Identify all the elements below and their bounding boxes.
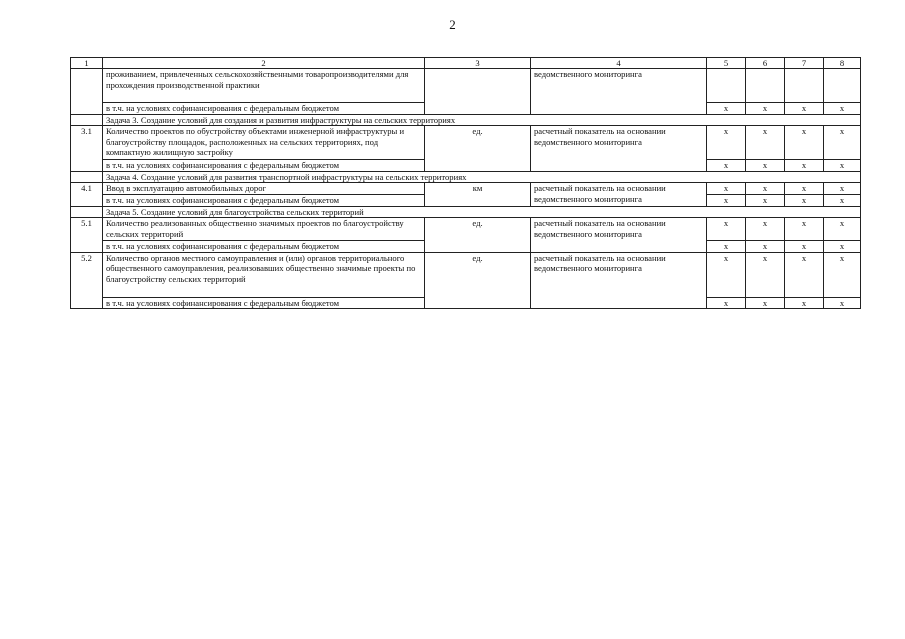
unit-cell [425,69,531,115]
value-cell: x [824,126,861,160]
value-cell: x [746,183,785,195]
header-cell: 4 [531,58,707,69]
header-row [71,58,861,69]
value-cell: x [785,241,824,253]
table-row [71,126,861,160]
value-cell: x [707,252,746,297]
value-cell: x [824,241,861,253]
value-cell: x [824,297,861,309]
value-cell: x [746,218,785,241]
unit-cell: ед. [425,252,531,309]
row-number-cell [71,206,103,218]
task-row [71,114,861,126]
row-number-cell: 5.2 [71,252,103,309]
value-cell: x [824,183,861,195]
value-cell: x [746,241,785,253]
header-cell: 5 [707,58,746,69]
value-cell: x [824,218,861,241]
value-cell: x [707,103,746,115]
value-cell: x [785,160,824,172]
cofinancing-cell: в т.ч. на условиях софинансирования с федеральным бюджетом [103,160,425,172]
task-row [71,171,861,183]
value-cell: x [707,241,746,253]
header-cell: 6 [746,58,785,69]
value-cell: x [746,252,785,297]
row-number-cell: 5.1 [71,218,103,253]
value-cell: x [785,194,824,206]
value-cell: x [785,103,824,115]
value-cell: x [785,252,824,297]
indicator-name-cell: проживанием, привлеченных сельскохозяйственными товаропроизводителями для прохождения производственной практики [103,69,425,103]
value-cell: x [707,183,746,195]
unit-cell: км [425,183,531,206]
indicator-name-cell: Количество проектов по обустройству объектами инженерной инфраструктуры и благоустройству площадок, расположенных на сельских территориях, под компактную жилищную застройку [103,126,425,160]
source-cell: расчетный показатель на основании ведомственного мониторинга [531,183,707,206]
value-cell: x [824,103,861,115]
value-cell: x [785,126,824,160]
unit-cell: ед. [425,218,531,253]
row-number-cell [71,171,103,183]
source-cell: расчетный показатель на основании ведомственного мониторинга [531,126,707,172]
cofinancing-cell: в т.ч. на условиях софинансирования с федеральным бюджетом [103,241,425,253]
value-cell: x [824,252,861,297]
table-row [71,218,861,241]
indicator-name-cell: Количество органов местного самоуправления и (или) органов территориального общественного самоуправления, реализовавших общественно значимые проекты по благоустройству сельских территорий [103,252,425,297]
unit-cell: ед. [425,126,531,172]
value-cell: x [707,160,746,172]
task-title: Задача 3. Создание условий для создания и развития инфраструктуры на сельских территориях [103,114,861,126]
value-cell: x [707,297,746,309]
value-cell: x [824,160,861,172]
value-cell: x [746,103,785,115]
value-cell: x [707,126,746,160]
source-cell: расчетный показатель на основании ведомственного мониторинга [531,252,707,309]
value-cell: x [746,160,785,172]
value-cell: x [824,194,861,206]
header-cell: 1 [71,58,103,69]
table-row [71,69,861,103]
task-title: Задача 4. Создание условий для развития транспортной инфраструктуры на сельских территориях [103,171,861,183]
indicator-name-cell: Ввод в эксплуатацию автомобильных дорог [103,183,425,195]
cofinancing-cell: в т.ч. на условиях софинансирования с федеральным бюджетом [103,194,425,206]
value-cell: x [746,194,785,206]
row-number-cell: 3.1 [71,126,103,172]
indicator-name-cell: Количество реализованных общественно значимых проектов по благоустройству сельских территорий [103,218,425,241]
header-cell: 7 [785,58,824,69]
task-title: Задача 5. Создание условий для благоустройства сельских территорий [103,206,861,218]
cofinancing-cell: в т.ч. на условиях софинансирования с федеральным бюджетом [103,297,425,309]
value-cell: x [746,297,785,309]
value-cell: x [785,218,824,241]
row-number-cell: 4.1 [71,183,103,206]
row-number-cell [71,69,103,115]
row-number-cell [71,114,103,126]
value-cell: x [707,194,746,206]
value-cell [707,69,746,103]
value-cell: x [746,126,785,160]
task-row [71,206,861,218]
value-cell [785,69,824,103]
indicators-table [70,57,861,309]
header-cell: 2 [103,58,425,69]
cofinancing-cell: в т.ч. на условиях софинансирования с федеральным бюджетом [103,103,425,115]
table-row [71,183,861,195]
source-cell: расчетный показатель на основании ведомственного мониторинга [531,218,707,253]
value-cell [746,69,785,103]
page-number: 2 [449,17,456,32]
header-cell: 3 [425,58,531,69]
header-cell: 8 [824,58,861,69]
source-cell: ведомственного мониторинга [531,69,707,115]
table-row [71,252,861,297]
value-cell: x [785,183,824,195]
value-cell: x [785,297,824,309]
value-cell: x [707,218,746,241]
value-cell [824,69,861,103]
